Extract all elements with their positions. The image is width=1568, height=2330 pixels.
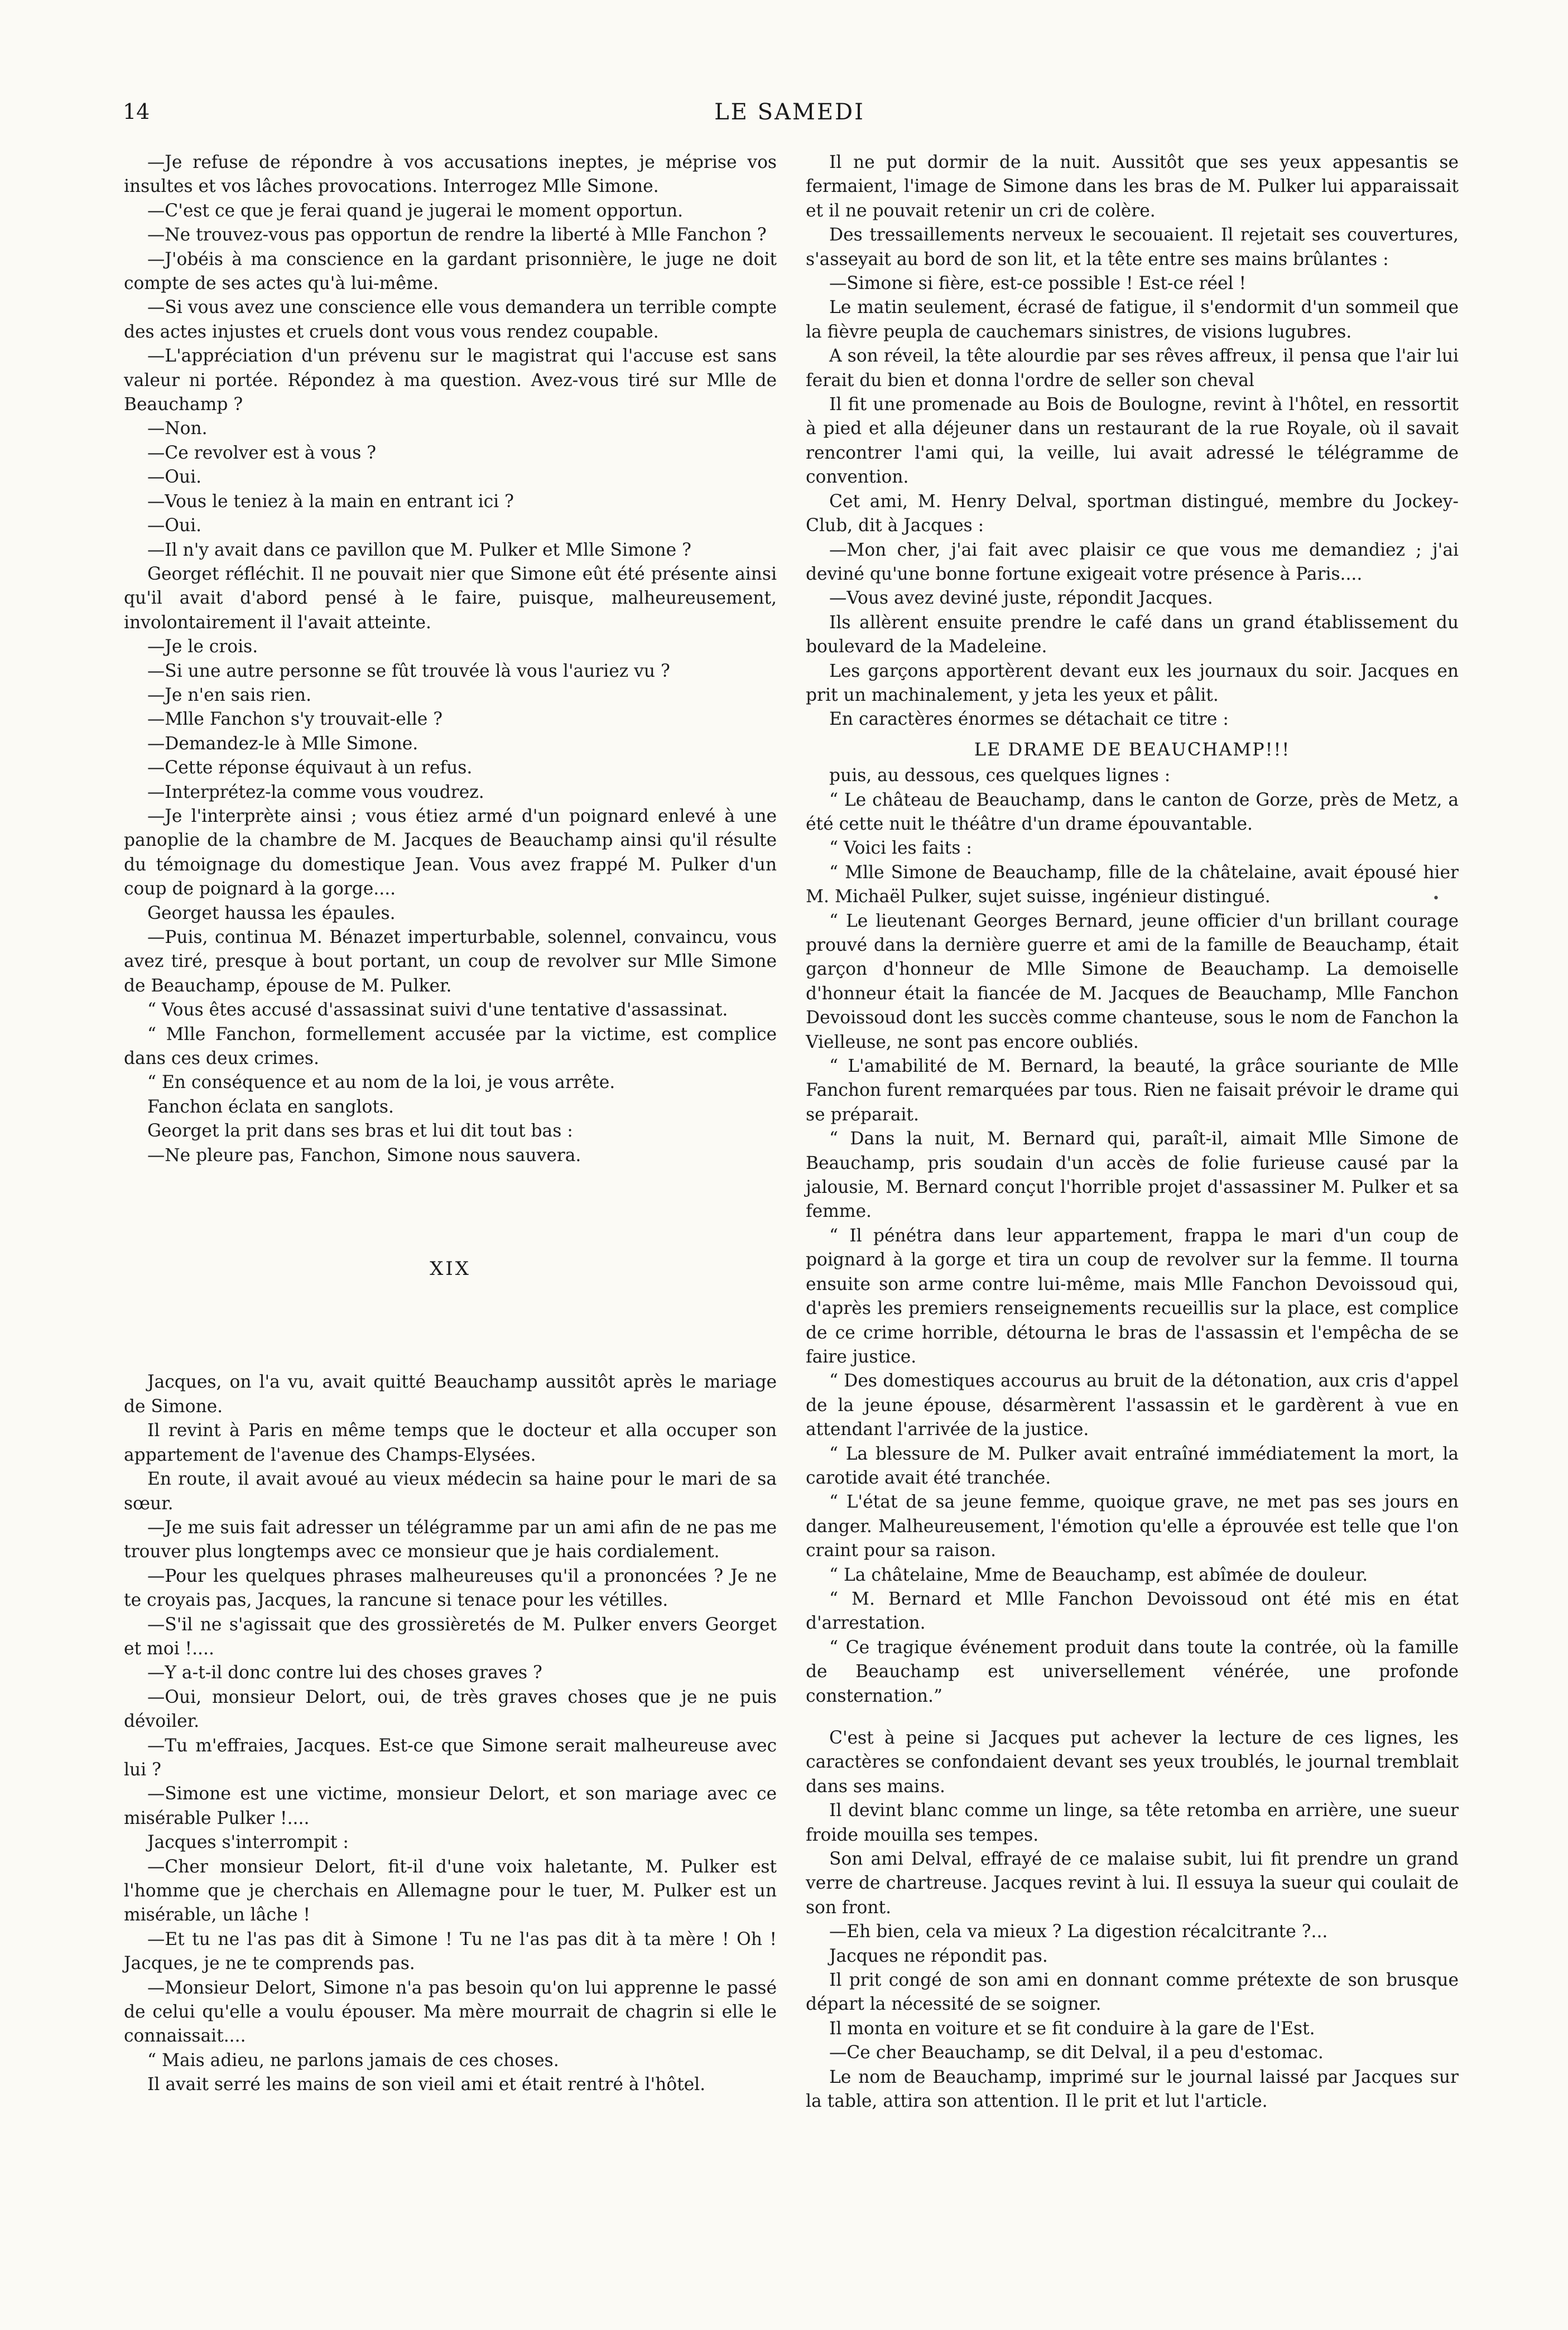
paragraph: “ L'amabilité de M. Bernard, la beauté, la grâce souriante de Mlle Fanchon furent remarquées par tous. Rien ne faisait prévoir le drame qui se préparait. — [806, 1056, 1459, 1125]
paragraph: —Demandez-le à Mlle Simone. — [147, 733, 419, 754]
paragraph: “ Le lieutenant Georges Bernard, jeune officier d'un brillant courage prouvé dans la dernière guerre et ami de la famille de Beauchamp, était garçon d'honneur de Mlle Simone de Beauchamp. La demoiselle d'honneur était la fiancée de M. Jacques de Beauchamp, Mlle Fanchon Devoissoud dont les succès comme chanteuse, sous le nom de Fanchon la Vielleuse, ne sont pas encore oubliés. — [806, 911, 1459, 1052]
paragraph: Il avait serré les mains de son vieil ami et était rentré à l'hôtel. — [147, 2074, 706, 2095]
paragraph: —Interprétez-la comme vous voudrez. — [147, 782, 484, 802]
paragraph: En caractères énormes se détachait ce titre : — [829, 709, 1229, 730]
paragraph: —Tu m'effraies, Jacques. Est-ce que Simone serait malheureuse avec lui ? — [124, 1735, 777, 1780]
paragraph: Il prit congé de son ami en donnant comme prétexte de son brusque départ la nécessité de se soigner. — [806, 1970, 1459, 2015]
page-header — [123, 99, 1456, 133]
paragraph: —Ne pleure pas, Fanchon, Simone nous sauvera. — [147, 1145, 581, 1166]
left-column — [124, 151, 777, 2097]
paragraph: —Je l'interprète ainsi ; vous étiez armé d'un poignard enlevé à une panoplie de la chambre de M. Jacques de Beauchamp ainsi qu'il résulte du témoignage du domestique Jean. Vous avez frappé M. Pulker d'un coup de poignard à la gorge.... — [124, 806, 777, 899]
interrogation-section — [124, 151, 777, 1168]
paragraph: —Je refuse de répondre à vos accusations ineptes, je méprise vos insultes et vos lâches provocations. Interrogez Mlle Simone. — [124, 152, 777, 197]
paragraph: —L'appréciation d'un prévenu sur le magistrat qui l'accuse est sans valeur ni portée. Répondez à ma question. Avez-vous tiré sur Mlle de Beauchamp ? — [124, 346, 777, 415]
paragraph: “ Des domestiques accourus au bruit de la détonation, aux cris d'appel de la jeune épouse, désarmèrent l'assassin et le gardèrent à vue en attendant l'arrivée de la justice. — [806, 1371, 1459, 1440]
chapter-number: XIX — [430, 1258, 471, 1280]
paragraph: —Si une autre personne se fût trouvée là vous l'auriez vu ? — [147, 661, 670, 681]
paragraph: —Pour les quelques phrases malheureuses qu'il a prononcées ? Je ne te croyais pas, Jacques, la rancune si tenace pour les vétilles. — [124, 1566, 777, 1611]
paragraph: “ Le château de Beauchamp, dans le canton de Gorze, près de Metz, a été cette nuit le théâtre d'un drame épouvantable. — [806, 789, 1459, 834]
newspaper-headline: LE DRAME DE BEAUCHAMP!!! — [974, 738, 1291, 760]
paragraph: “ Dans la nuit, M. Bernard qui, paraît-il, aimait Mlle Simone de Beauchamp, pris soudain d'un accès de folie furieuse causé par la jalousie, M. Bernard conçut l'horrible projet d'assassiner M. Pulker et sa femme. — [806, 1129, 1459, 1222]
paragraph: “ Vous êtes accusé d'assassinat suivi d'une tentative d'assassinat. — [147, 1000, 728, 1020]
paragraph: Jacques, on l'a vu, avait quitté Beauchamp aussitôt après le mariage de Simone. — [124, 1372, 777, 1417]
newspaper-article — [806, 764, 1459, 1708]
paragraph: —Y a-t-il donc contre lui des choses graves ? — [147, 1663, 542, 1683]
paragraph: Georget haussa les épaules. — [147, 903, 396, 923]
paragraph: —Je me suis fait adresser un télégramme par un ami afin de ne pas me trouver plus longtemps avec ce monsieur que je hais cordialement. — [124, 1517, 777, 1562]
paragraph: Georget réfléchit. Il ne pouvait nier que Simone eût été présente ainsi qu'il avait d'abord pensé à le faire, puisque, malheureusement, involontairement il l'avait atteinte. — [124, 564, 777, 633]
paragraph: Les garçons apportèrent devant eux les journaux du soir. Jacques en prit un machinalement, y jeta les yeux et pâlit. — [806, 661, 1459, 705]
paragraph: —C'est ce que je ferai quand je jugerai le moment opportun. — [147, 200, 684, 221]
paragraph: Le nom de Beauchamp, imprimé sur le journal laissé par Jacques sur la table, attira son attention. Il le prit et lut l'article. — [806, 2067, 1459, 2112]
jacques-paris-section — [806, 151, 1459, 732]
paragraph: Fanchon éclata en sanglots. — [147, 1096, 394, 1117]
paragraph: —Puis, continua M. Bénazet imperturbable, solennel, convaincu, vous avez tiré, presque à bout portant, un coup de revolver sur Mlle Simone de Beauchamp, épouse de M. Pulker. — [124, 927, 777, 996]
paragraph: —Ce cher Beauchamp, se dit Delval, il a peu d'estomac. — [829, 2043, 1324, 2063]
paragraph: Il devint blanc comme un linge, sa tête retomba en arrière, une sueur froide mouilla ses tempes. — [806, 1801, 1459, 1845]
paragraph: “ M. Bernard et Mlle Fanchon Devoissoud ont été mis en état d'arrestation. — [806, 1588, 1459, 1634]
margin-mark: • — [1432, 892, 1440, 906]
paragraph: —Cher monsieur Delort, fit-il d'une voix haletante, M. Pulker est l'homme que je cherchais en Allemagne pour le tuer, M. Pulker est un misérable, un lâche ! — [124, 1856, 777, 1925]
paragraph: Jacques ne répondit pas. — [829, 1946, 1048, 1966]
paragraph: A son réveil, la tête alourdie par ses rêves affreux, il pensa que l'air lui ferait du bien et donna l'ordre de seller son cheval — [806, 346, 1459, 391]
paragraph: Il revint à Paris en même temps que le docteur et alla occuper son appartement de l'avenue des Champs-Elysées. — [124, 1421, 777, 1465]
paragraph: —Oui. — [147, 467, 202, 488]
paragraph: —Si vous avez une conscience elle vous demandera un terrible compte des actes injustes et cruels dont vous vous rendez coupable. — [124, 297, 777, 342]
paragraph: En route, il avait avoué au vieux médecin sa haine pour le mari de sa sœur. — [124, 1469, 777, 1514]
paragraph: Georget la prit dans ses bras et lui dit tout bas : — [147, 1121, 573, 1142]
paragraph: —Oui. — [147, 516, 202, 536]
paragraph: —Il n'y avait dans ce pavillon que M. Pulker et Mlle Simone ? — [147, 540, 691, 560]
paragraph: —Non. — [147, 418, 208, 439]
paragraph: “ Il pénétra dans leur appartement, frappa le mari d'un coup de poignard à la gorge et tira un coup de revolver sur la femme. Il tourna ensuite son arme contre lui-même, mais Mlle Fanchon Devoissoud qui, d'après les premiers renseignements recueillis sur la place, est complice de ce crime horrible, détourna le bras de l'assassin et l'empêcha de se faire justice. — [806, 1225, 1459, 1367]
paragraph: —J'obéis à ma conscience en la gardant prisonnière, le juge ne doit compte de ses actes qu'à lui-même. — [124, 249, 777, 294]
paragraph: —Vous avez deviné juste, répondit Jacques. — [829, 588, 1213, 609]
paragraph: C'est à peine si Jacques put achever la lecture de ces lignes, les caractères se confondaient devant ses yeux troublés, le journal tremblait dans ses mains. — [806, 1728, 1459, 1797]
paragraph: —Eh bien, cela va mieux ? La digestion récalcitrante ?... — [829, 1922, 1328, 1942]
paragraph: Cet ami, M. Henry Delval, sportman distingué, membre du Jockey-Club, dit à Jacques : — [806, 491, 1459, 536]
paragraph: —Je le crois. — [147, 637, 258, 657]
paragraph: —S'il ne s'agissait que des grossièretés de M. Pulker envers Georget et moi !.... — [124, 1614, 777, 1659]
paragraph: Son ami Delval, effrayé de ce malaise subit, lui fit prendre un grand verre de chartreuse. Jacques revint à lui. Il essuya la sueur qui coulait de son front. — [806, 1849, 1459, 1918]
paragraph: “ Ce tragique événement produit dans toute la contrée, où la famille de Beauchamp est universellement vénérée, une profonde consternation.” — [806, 1637, 1459, 1706]
closing-section — [806, 1726, 1459, 2114]
paragraph: “ Mais adieu, ne parlons jamais de ces choses. — [147, 2050, 559, 2071]
paragraph: —Je n'en sais rien. — [147, 685, 312, 705]
paragraph: Des tressaillements nerveux le secouaient. Il rejetait ses couvertures, s'asseyait au bord de son lit, et la tête entre ses mains brûlantes : — [806, 225, 1459, 269]
paragraph: Le matin seulement, écrasé de fatigue, il s'endormit d'un sommeil que la fièvre peupla de cauchemars sinistres, de visions lugubres. — [806, 297, 1459, 342]
running-title: LE SAMEDI — [714, 99, 865, 125]
paragraph: —Simone si fière, est-ce possible ! Est-ce réel ! — [829, 273, 1247, 294]
paragraph: “ Mlle Fanchon, formellement accusée par la victime, est complice dans ces deux crimes. — [124, 1024, 777, 1069]
paragraph: Il ne put dormir de la nuit. Aussitôt que ses yeux appesantis se fermaient, l'image de Simone dans les bras de M. Pulker lui apparaissait et il ne pouvait retenir un cri de colère. — [806, 152, 1459, 221]
page-number: 14 — [123, 99, 150, 124]
paragraph: —Ne trouvez-vous pas opportun de rendre la liberté à Mlle Fanchon ? — [147, 225, 767, 245]
paragraph: puis, au dessous, ces quelques lignes : — [829, 766, 1171, 786]
paragraph: —Vous le teniez à la main en entrant ici ? — [147, 491, 514, 512]
chapter-text — [124, 1370, 777, 2097]
right-column — [806, 151, 1459, 2114]
paragraph: —Oui, monsieur Delort, oui, de très graves choses que je ne puis dévoiler. — [124, 1687, 777, 1732]
paragraph: —Monsieur Delort, Simone n'a pas besoin qu'on lui apprenne le passé de celui qu'elle a voulu épouser. Ma mère mourrait de chagrin si elle le connaissait.... — [124, 1977, 777, 2047]
paragraph: —Mon cher, j'ai fait avec plaisir ce que vous me demandiez ; j'ai deviné qu'une bonne fortune exigeait votre présence à Paris.... — [806, 540, 1459, 584]
paragraph: Jacques s'interrompit : — [147, 1832, 349, 1853]
paragraph: —Mlle Fanchon s'y trouvait-elle ? — [147, 709, 442, 730]
paragraph: Il fit une promenade au Bois de Boulogne, revint à l'hôtel, en ressortit à pied et alla déjeuner dans un restaurant de la rue Royale, où il savait rencontrer l'ami qui, la veille, lui avait adressé le télégramme de convention. — [806, 394, 1459, 488]
paragraph: Il monta en voiture et se fit conduire à la gare de l'Est. — [829, 2018, 1315, 2039]
paragraph: “ La blessure de M. Pulker avait entraîné immédiatement la mort, la carotide avait été tranchée. — [806, 1443, 1459, 1488]
paragraph: Ils allèrent ensuite prendre le café dans un grand établissement du boulevard de la Madeleine. — [806, 612, 1459, 657]
paragraph: “ L'état de sa jeune femme, quoique grave, ne met pas ses jours en danger. Malheureusement, l'émotion qu'elle a éprouvée est telle que l'on craint pour sa raison. — [806, 1492, 1459, 1561]
paragraph: —Et tu ne l'as pas dit à Simone ! Tu ne l'as pas dit à ta mère ! Oh ! Jacques, je ne te comprends pas. — [124, 1929, 777, 1974]
paragraph: —Simone est une victime, monsieur Delort, et son mariage avec ce misérable Pulker !.... — [124, 1784, 777, 1828]
paragraph: “ La châtelaine, Mme de Beauchamp, est abîmée de douleur. — [829, 1564, 1368, 1585]
paragraph: “ Voici les faits : — [829, 838, 972, 859]
paragraph: “ En conséquence et au nom de la loi, je vous arrête. — [147, 1072, 615, 1093]
paragraph: —Ce revolver est à vous ? — [147, 442, 377, 463]
paragraph: —Cette réponse équivaut à un refus. — [147, 758, 473, 778]
paragraph: “ Mlle Simone de Beauchamp, fille de la châtelaine, avait épousé hier M. Michaël Pulker, sujet suisse, ingénieur distingué. — [806, 862, 1459, 907]
